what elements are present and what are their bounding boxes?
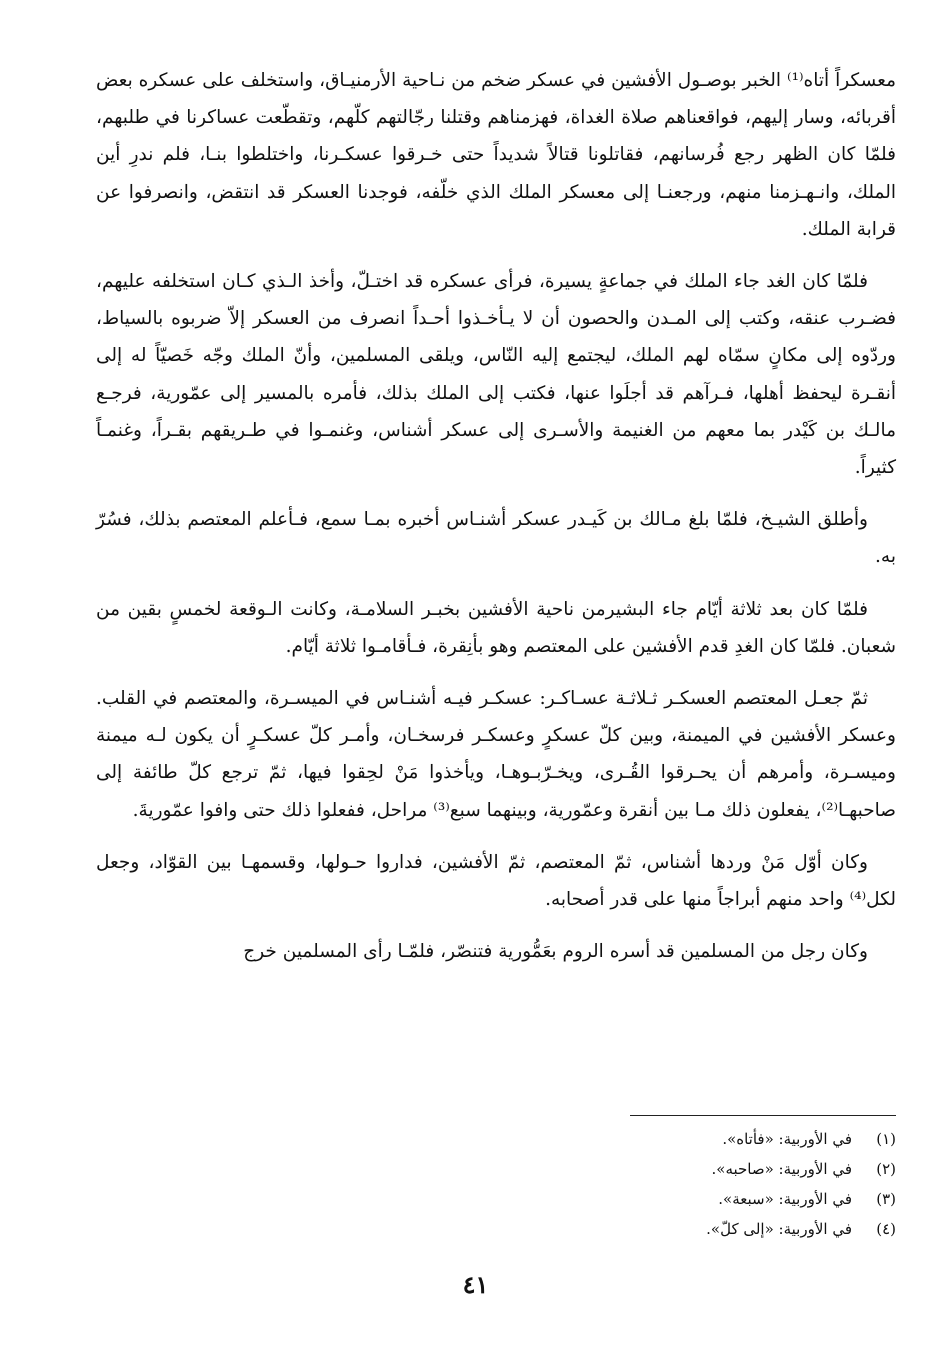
footnote-text: في الأوربية: «إلى كلّ».: [706, 1220, 852, 1238]
paragraph-7: وكان رجل من المسلمين قد أسره الروم بعَمُّورية فتنصّر، فلمّـا رأى المسلمين خرج: [243, 941, 868, 963]
footnote-text: في الأوربية: «فأتاه».: [722, 1130, 852, 1148]
paragraph-4: فلمّا كان بعد ثلاثة أيّام جاء البشيرمن ناحية الأفشين بخبـر السلامـة، وكانت الـوقعة لخمسٍ بقين من شعبان. فلمّا كان الغدِ قدم الأفشين على المعتصم وهو بأنِقرة، فـأقامـوا ثلاثة أيّام.: [96, 598, 896, 657]
footnote-number: (٤): [876, 1220, 896, 1238]
footnote-number: (٢): [876, 1160, 896, 1178]
footnote-text: في الأوربية: «صاحبه».: [711, 1160, 852, 1178]
footnote: [560, 1184, 896, 1214]
paragraph-2: فلمّا كان الغد جاء الملك في جماعةٍ يسيرة، فرأى عسكره قد اختـلّ، وأخذ الـذي كـان استخلفه عليهم، فضـرب عنقه، وكتب إلى المـدن والحصون أن لا يـأخـذوا أحـداً انصرف من العسكر إلاّ ضربوه بالسياط، وردّوه إلى مكانٍ سمّاه لهم الملك، ليجتمع إليه النّاس، ويلقى المسلمين، وأنّ الملك وجّه خَصيّاً له إلى أنقـرة ليحفظ أهلها، فـرآهم قد أجلَوا عنها، فكتب إلى الملك بذلك، فأمره بالمسير إلى عمّورية، فرجـع مالـك بن كَيْدر بما معهم من الغنيمة والأسـرى إلى عسكر أشناس، وغنمـوا في طـريقهم بقـراً، وغنمـاً كثيراً.: [96, 271, 896, 479]
footnote-text: في الأوربية: «سبعة».: [718, 1190, 852, 1208]
footnote-number: (٣): [876, 1190, 896, 1208]
paragraph-1: معسكراً أتاه⁽¹⁾ الخبر بوصـول الأفشين في عسكر ضخم من نـاحية الأرمنيـاق، واستخلف على عسكره بعض أقربائه، وسار إليهم، فواقعناهم صلاة الغداة، فهزمناهم وقتلنا رجّالتهم كلّهم، وتقطّعت عساكرنا في طلبهم، فلمّا كان الظهر رجع فُرسانهم، فقاتلونا قتالاً شديداً حتى خـرقوا عسكـرنا، واختلطوا بنـا، فلم ندرِ أين الملك، وانـهـزمنا منهم، ورجعنـا إلى معسكر الملك الذي خلّفه، فوجدنا العسكر قد انتقض، وانصرفوا عن قرابة الملك.: [96, 70, 896, 240]
paragraph-6: وكان أوّل مَنْ وردها أشناس، ثمّ المعتصم، ثمّ الأفشين، فداروا حـولها، وقسمهـا بين القوّاد، وجعل لكل⁽⁴⁾ واحد منهم أبراجاً منها على قدر أصحابه.: [96, 851, 896, 911]
footnote-number: (١): [876, 1130, 896, 1148]
paragraph-5: ثمّ جعـل المعتصم العسكـر ثـلاثـة عسـاكـر: عسكـر فيـه أشنـاس في الميسـرة، والمعتصم في القلب. وعسكر الأفشين في الميمنة، وبين كلّ عسكرٍ وعسكـر فرسخـان، وأمـر كلّ عسكـرٍ أن يكون لـه ميمنة وميسـرة، وأمرهم أن يحـرقوا القُـرى، ويخـرّبـوهـا، ويأخذوا مَنْ لحِقوا فيها، ثمّ ترجع كلّ طائفة إلى صاحبهـا⁽²⁾، يفعلون ذلك مـا بين أنقرة وعمّورية، وبينهما سبع⁽³⁾ مراحل، ففعلوا ذلك حتى وافوا عمّوريةَ.: [96, 688, 896, 821]
page-number: ٤١: [462, 1270, 489, 1299]
paragraph-3: وأطلق الشيـخ، فلمّا بلغ مـالك بن كَيـدر عسكر أشنـاس أخبره بمـا سمع، فـأعلم المعتصم بذلك، فسُرّ به.: [96, 509, 896, 568]
footnote: [560, 1124, 896, 1154]
footnotes: [560, 1124, 896, 1244]
footnote: [560, 1214, 896, 1244]
page-body: [96, 62, 896, 985]
footnote-separator: [630, 1115, 896, 1116]
footnote: [560, 1154, 896, 1184]
